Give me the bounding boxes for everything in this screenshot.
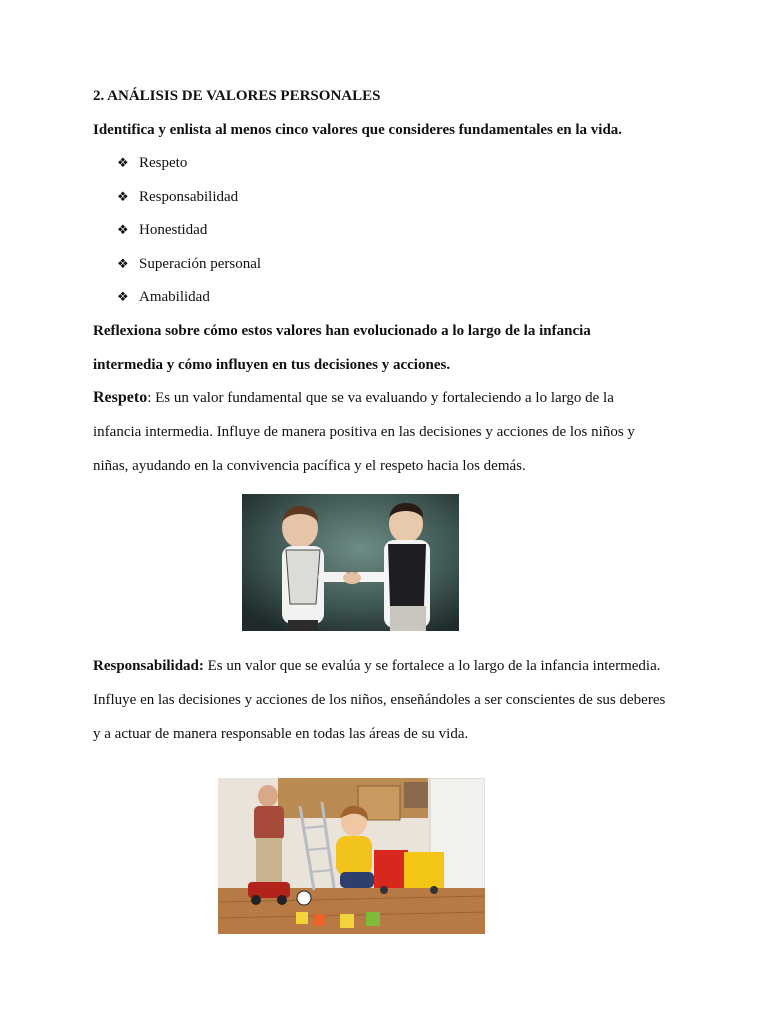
responsabilidad-paragraph-line3: y a actuar de manera responsable en todas las áreas de su vida. bbox=[93, 726, 469, 742]
tidying-toys-illustration bbox=[218, 778, 485, 934]
responsabilidad-paragraph-line1 bbox=[93, 656, 661, 676]
list-item-label: Respeto bbox=[139, 155, 188, 171]
diamond-bullet-icon: ❖ bbox=[117, 222, 129, 237]
list-item-label: Responsabilidad bbox=[139, 189, 239, 205]
list-item bbox=[117, 220, 207, 240]
list-item bbox=[117, 187, 238, 207]
handshake-illustration bbox=[242, 494, 459, 631]
respeto-paragraph-line2: infancia intermedia. Influye de manera positiva en las decisiones y acciones de los niños y bbox=[93, 424, 635, 440]
responsabilidad-label: Responsabilidad: bbox=[93, 658, 204, 674]
prompt-identify: Identifica y enlista al menos cinco valores que consideres fundamentales en la vida. bbox=[93, 122, 623, 138]
list-item-label: Amabilidad bbox=[139, 289, 210, 305]
prompt-reflect-line1: Reflexiona sobre cómo estos valores han evolucionado a lo largo de la infancia bbox=[93, 323, 591, 339]
respeto-text: : Es un valor fundamental que se va evaluando y fortaleciendo a lo largo de la bbox=[147, 390, 614, 406]
handshake-photo bbox=[242, 494, 459, 631]
diamond-bullet-icon: ❖ bbox=[117, 155, 129, 170]
list-item-label: Honestidad bbox=[139, 222, 208, 238]
respeto-paragraph-line3: niñas, ayudando en la convivencia pacífica y el respeto hacia los demás. bbox=[93, 458, 526, 474]
list-item bbox=[117, 287, 210, 307]
responsabilidad-paragraph-line2: Influye en las decisiones y acciones de los niños, enseñándoles a ser conscientes de sus deberes bbox=[93, 692, 666, 708]
list-item-label: Superación personal bbox=[139, 256, 262, 272]
section-title: 2. ANÁLISIS DE VALORES PERSONALES bbox=[93, 88, 381, 104]
diamond-bullet-icon: ❖ bbox=[117, 256, 129, 271]
responsabilidad-text: Es un valor que se evalúa y se fortalece a lo largo de la infancia intermedia. bbox=[203, 658, 661, 674]
diamond-bullet-icon: ❖ bbox=[117, 289, 129, 304]
list-item bbox=[117, 254, 261, 274]
responsibility-photo bbox=[218, 778, 485, 934]
prompt-reflect-line2: intermedia y cómo influyen en tus decisiones y acciones. bbox=[93, 357, 451, 373]
respeto-paragraph-line1 bbox=[93, 388, 614, 408]
respeto-label: Respeto bbox=[93, 389, 148, 406]
list-item bbox=[117, 153, 187, 173]
diamond-bullet-icon: ❖ bbox=[117, 189, 129, 204]
